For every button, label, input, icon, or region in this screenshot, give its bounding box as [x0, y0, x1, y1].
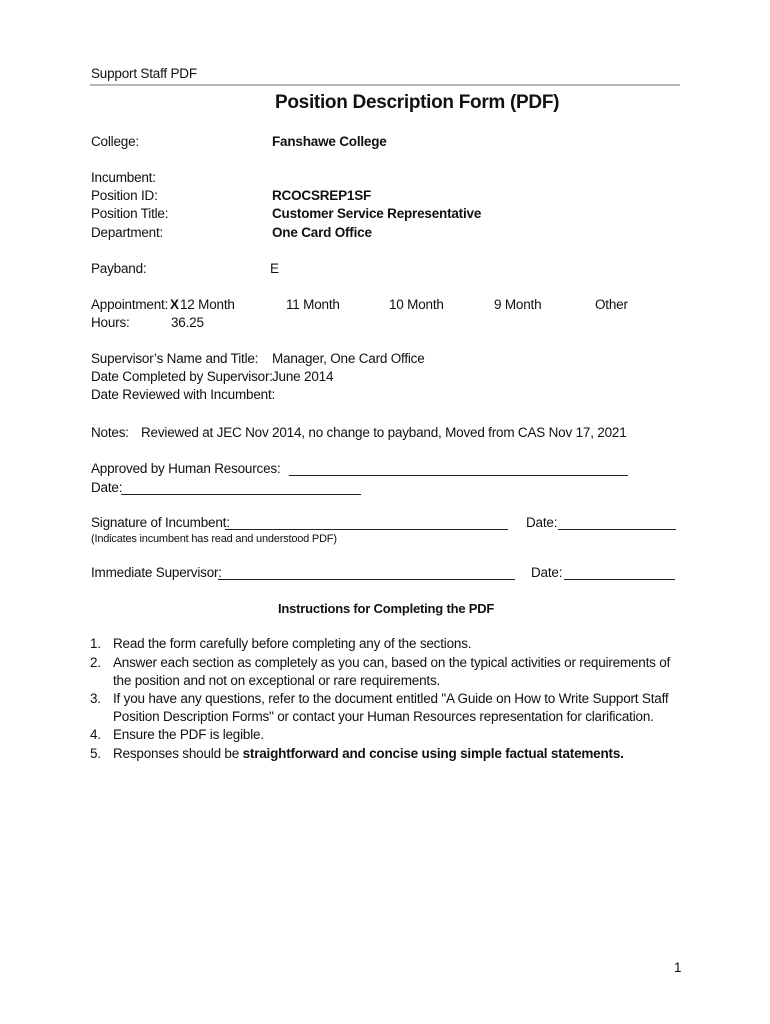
list-item-text — [113, 745, 673, 763]
appointment-option-11-month: 11 Month — [286, 297, 340, 312]
list-item-number: 1. — [90, 636, 101, 651]
list-item-number: 3. — [90, 691, 101, 706]
appointment-option-9-month: 9 Month — [494, 297, 542, 312]
list-item-text-plain: Responses should be — [113, 746, 243, 761]
approved-by-hr-label: Approved by Human Resources: — [91, 461, 281, 476]
supervisor-date-label: Date: — [531, 565, 563, 580]
position-id-value: RCOCSREP1SF — [272, 188, 372, 203]
date-completed-value: June 2014 — [272, 369, 334, 384]
notes-text: Reviewed at JEC Nov 2014, no change to payband, Moved from CAS Nov 17, 2021 — [141, 425, 627, 440]
list-item-number: 4. — [90, 727, 101, 742]
header-rule — [90, 84, 680, 86]
list-item — [90, 745, 680, 763]
college-label: College: — [91, 134, 139, 149]
approved-by-hr-line — [289, 475, 628, 476]
list-item-text: Ensure the PDF is legible. — [113, 727, 264, 742]
incumbent-date-line — [558, 529, 676, 530]
list-item-text: If you have any questions, refer to the document entitled "A Guide on How to Write Support Staff Position Description Forms" or contact your Human Resources representation for clarification. — [113, 691, 669, 724]
list-item — [90, 635, 680, 653]
appointment-mark: X — [170, 297, 179, 312]
appointment-label: Appointment: — [91, 297, 169, 312]
incumbent-label: Incumbent: — [91, 170, 156, 185]
appointment-option-other: Other — [595, 297, 628, 312]
position-id-label: Position ID: — [91, 188, 158, 203]
list-item-text: Answer each section as completely as you can, based on the typical activities or requirements of the position and not on exceptional or rare requirements. — [113, 655, 671, 688]
date-reviewed-label: Date Reviewed with Incumbent: — [91, 387, 276, 402]
department-value: One Card Office — [272, 225, 372, 240]
immediate-supervisor-label: Immediate Supervisor: — [91, 565, 222, 580]
instructions-heading: Instructions for Completing the PDF — [278, 601, 495, 616]
list-item — [90, 726, 680, 744]
supervisor-name-title-value: Manager, One Card Office — [272, 351, 425, 366]
date-completed-label: Date Completed by Supervisor: — [91, 369, 273, 384]
payband-value: E — [270, 261, 279, 276]
supervisor-name-title-label: Supervisor’s Name and Title: — [91, 351, 259, 366]
appointment-option-12-month: 12 Month — [180, 297, 235, 312]
page-title: Position Description Form (PDF) — [275, 92, 560, 113]
incumbent-note: (Indicates incumbent has read and understood PDF) — [91, 533, 337, 545]
appointment-option-10-month: 10 Month — [389, 297, 444, 312]
list-item-number: 2. — [90, 655, 101, 670]
hours-label: Hours: — [91, 315, 130, 330]
list-item-text: Read the form carefully before completing any of the sections. — [113, 636, 472, 651]
incumbent-signature-line — [225, 529, 508, 530]
list-item — [90, 690, 680, 726]
list-item-number: 5. — [90, 746, 101, 761]
immediate-supervisor-line — [218, 579, 515, 580]
notes-label: Notes: — [91, 425, 129, 440]
department-label: Department: — [91, 225, 164, 240]
incumbent-signature-label: Signature of Incumbent: — [91, 515, 230, 530]
supervisor-date-line — [564, 579, 675, 580]
approval-date-line — [121, 494, 361, 495]
position-title-label: Position Title: — [91, 206, 169, 221]
list-item — [90, 654, 680, 690]
payband-label: Payband: — [91, 261, 147, 276]
running-header: Support Staff PDF — [91, 66, 197, 81]
college-value: Fanshawe College — [272, 134, 387, 149]
list-item-text-bold: straightforward and concise using simple factual statements. — [242, 746, 624, 761]
page-number: 1 — [674, 960, 682, 975]
approval-date-label: Date: — [91, 480, 123, 495]
hours-value: 36.25 — [171, 315, 204, 330]
position-title-value: Customer Service Representative — [272, 206, 482, 221]
incumbent-date-label: Date: — [526, 515, 558, 530]
